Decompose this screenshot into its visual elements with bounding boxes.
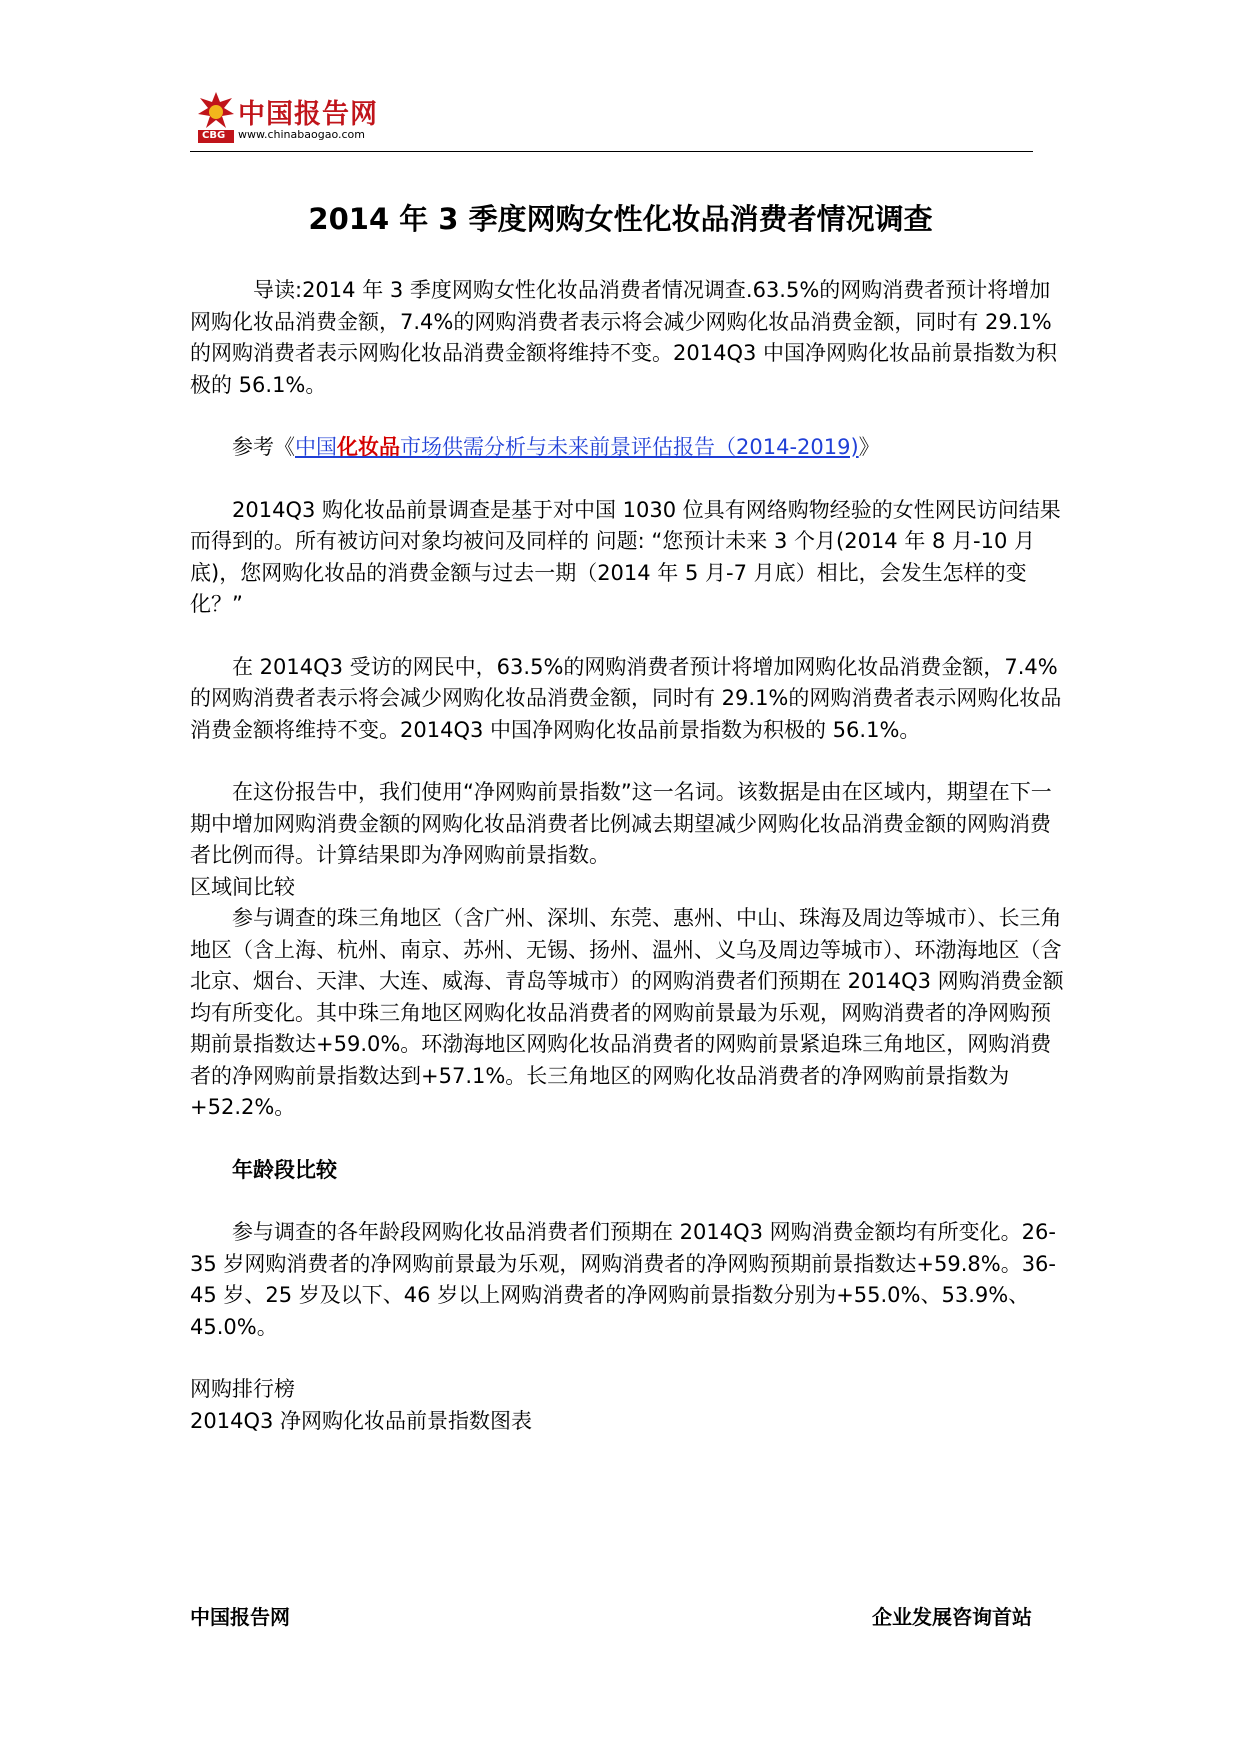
report-link[interactable] [295, 435, 859, 459]
results-paragraph: 在 2014Q3 受访的网民中，63.5%的网购消费者预计将增加网购化妆品消费金额，7.4%的网购消费者表示将会减少网购化妆品消费金额，同时有 29.1%的网购消费者表示网购化妆品消费金额将维持不变。2014Q3 中国净网购化妆品前景指数为积极的 56.1%。 [190, 654, 1062, 742]
region-heading: 区域间比较 [190, 874, 295, 899]
age-paragraph: 参与调查的各年龄段网购化妆品消费者们预期在 2014Q3 网购消费金额均有所变化。26-35 岁网购消费者的净网购前景最为乐观，网购消费者的净网购预期前景指数达+59.8%。36-45 岁、25 岁及以下、46 岁以上网购消费者的净网购前景指数分别为+55.0%、53.9%、45.0%。 [190, 1220, 1057, 1339]
definition-paragraph: 在这份报告中，我们使用“净网购前景指数”这一名词。该数据是由在区域内，期望在下一期中增加网购消费金额的网购化妆品消费者比例减去期望减少网购化妆品消费金额的网购消费者比例而得。计算结果即为净网购前景指数。 [190, 780, 1052, 867]
site-logo[interactable] [196, 90, 436, 146]
logo-name: 中国报告网 [238, 99, 378, 130]
chart-caption: 2014Q3 净网购化妆品前景指数图表 [190, 1408, 533, 1433]
logo-url: www.chinabaogao.com [238, 128, 365, 141]
logo-badge: CBG [202, 130, 226, 141]
footer-slogan: 企业发展咨询首站 [872, 1605, 1032, 1629]
report-link-part1: 中国 [295, 435, 337, 459]
region-paragraph: 参与调查的珠三角地区（含广州、深圳、东莞、惠州、中山、珠海及周边等城市）、长三角地区（含上海、杭州、南京、苏州、无锡、扬州、温州、义乌及周边等城市）、环渤海地区（含北京、烟台、天津、大连、威海、青岛等城市）的网购消费者们预期在 2014Q3 网购消费金额均有所变化。其中珠三角地区网购化妆品消费者的网购前景最为乐观，网购消费者的净网购预期前景指数达+59.0%。环渤海地区网购化妆品消费者的网购前景紧追珠三角地区，网购消费者的净网购前景指数达到+57.1%。长三角地区的网购化妆品消费者的净网购前景指数为+52.2%。 [190, 906, 1064, 1119]
page-title: 2014 年 3 季度网购女性化妆品消费者情况调查 [308, 202, 933, 236]
header-divider [190, 151, 1033, 152]
reference-prefix: 参考《 [232, 435, 295, 459]
reference-suffix: 》 [858, 435, 880, 459]
ranking-heading: 网购排行榜 [190, 1377, 295, 1401]
footer-site-name: 中国报告网 [190, 1605, 290, 1629]
survey-paragraph: 2014Q3 购化妆品前景调查是基于对中国 1030 位具有网络购物经验的女性网民访问结果而得到的。所有被访问对象均被问及同样的 问题: “您预计未来 3 个月(2014 年 8 月-10 月底)，您网购化妆品的消费金额与过去一期（2014 年 5 月-7 月底）相比，会发生怎样的变化？” [190, 497, 1061, 616]
age-heading: 年龄段比较 [232, 1157, 337, 1182]
document-body [190, 275, 1070, 1437]
report-link-keyword: 化妆品 [337, 435, 400, 459]
report-link-part2: 市场供需分析与未来前景评估报告（2014-2019) [400, 435, 859, 459]
reference-line [190, 432, 1070, 464]
intro-paragraph: 导读:2014 年 3 季度网购女性化妆品消费者情况调查.63.5%的网购消费者预计将增加网购化妆品消费金额，7.4%的网购消费者表示将会减少网购化妆品消费金额，同时有 29.1%的网购消费者表示网购化妆品消费金额将维持不变。2014Q3 中国净网购化妆品前景指数为积极的 56.1%。 [190, 278, 1058, 397]
